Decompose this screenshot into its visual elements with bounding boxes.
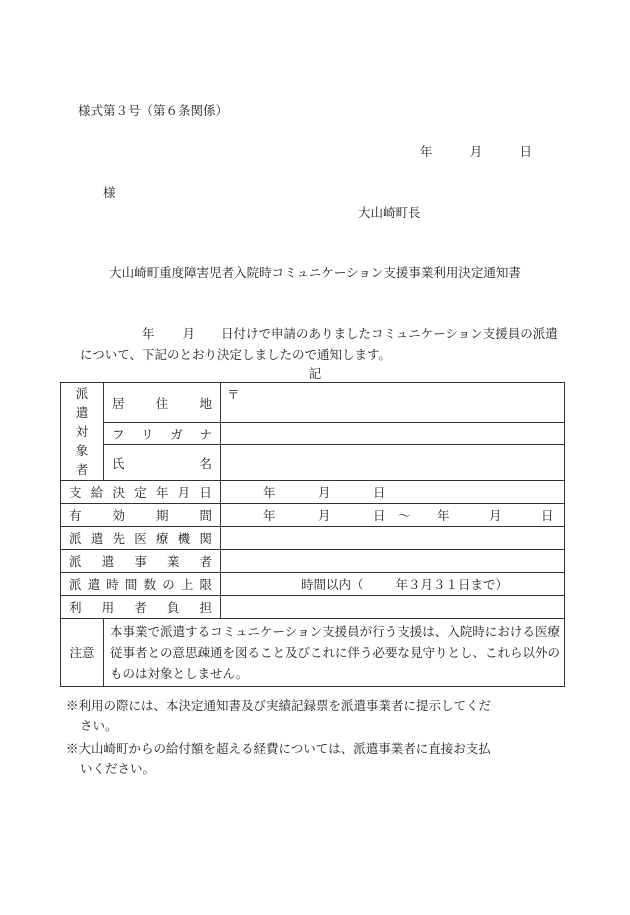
addressee-suffix: 様 <box>103 185 116 200</box>
furigana-label: フ リ ガ ナ <box>104 423 221 445</box>
decision-date-label: 支 給 決 定 年 月 日 <box>61 481 221 504</box>
hospital-field[interactable] <box>221 527 565 550</box>
address-label: 居 住 地 <box>104 383 221 423</box>
provider-field[interactable] <box>221 550 565 573</box>
hospital-label: 派 遣 先 医 療 機 関 <box>61 527 221 550</box>
valid-period-field[interactable]: 年 月 日 ～ 年 月 日 <box>221 504 565 527</box>
address-field[interactable] <box>221 383 565 423</box>
hours-limit-field[interactable] <box>221 573 565 596</box>
target-person-group-label: 派 遣 対 象 者 <box>61 383 104 481</box>
form-number: 様式第３号（第６条関係） <box>78 103 229 118</box>
body-line-1-text: 日付けで申請のありましたコミュニケーション支援員の派遣 <box>221 326 558 341</box>
postal-mark: 〒 <box>227 387 240 402</box>
body-month: 月 <box>182 326 196 341</box>
body-year: 年 <box>142 326 155 341</box>
issue-date-year: 年 <box>420 144 433 159</box>
hours-limit-text-b: 年３月３１日まで） <box>395 577 509 592</box>
body-line-2: について、下記のとおり決定しましたので通知します。 <box>80 347 392 362</box>
decision-date-field[interactable]: 年 月 日 <box>221 481 565 504</box>
body-line-1 <box>80 324 558 342</box>
remark-1-first: ※利用の際には、本決定通知書及び実績記録票を派遣事業者に提示してくだ <box>66 698 492 713</box>
remark-2 <box>66 739 566 779</box>
remark-1 <box>66 696 566 736</box>
name-label: 氏 名 <box>104 445 221 481</box>
issue-date-day: 日 <box>519 144 532 159</box>
issuer: 大山崎町長 <box>358 205 421 220</box>
hours-limit-label: 派 遣 時 間 数 の 上 限 <box>61 573 221 596</box>
issue-date-month: 月 <box>469 144 483 159</box>
remark-1-cont: さい。 <box>80 718 118 733</box>
name-field[interactable] <box>221 445 565 481</box>
note-text: 本事業で派遣するコミュニケーション支援員が行う支援は、入院時における医療従事者との意思疎通を図ること及びこれに伴う必要な見守りとし、これら以外のものは対象としません。 <box>104 619 565 687</box>
valid-period-label: 有 効 期 間 <box>61 504 221 527</box>
user-burden-label: 利 用 者 負 担 <box>61 596 221 619</box>
decision-table <box>60 382 565 687</box>
remark-2-cont: いください。 <box>80 761 156 776</box>
user-burden-field[interactable] <box>221 596 565 619</box>
ki-heading: 記 <box>308 366 322 381</box>
note-label: 注意 <box>61 619 104 687</box>
provider-label: 派 遣 事 業 者 <box>61 550 221 573</box>
hours-limit-text-a: 時間以内（ <box>301 577 364 592</box>
furigana-field[interactable] <box>221 423 565 445</box>
issue-date <box>420 142 532 160</box>
remark-2-first: ※大山崎町からの給付額を超える経費については、派遣事業者に直接お支払 <box>66 741 491 756</box>
document-title: 大山崎町重度障害児者入院時コミュニケーション支援事業利用決定通知書 <box>109 265 521 280</box>
